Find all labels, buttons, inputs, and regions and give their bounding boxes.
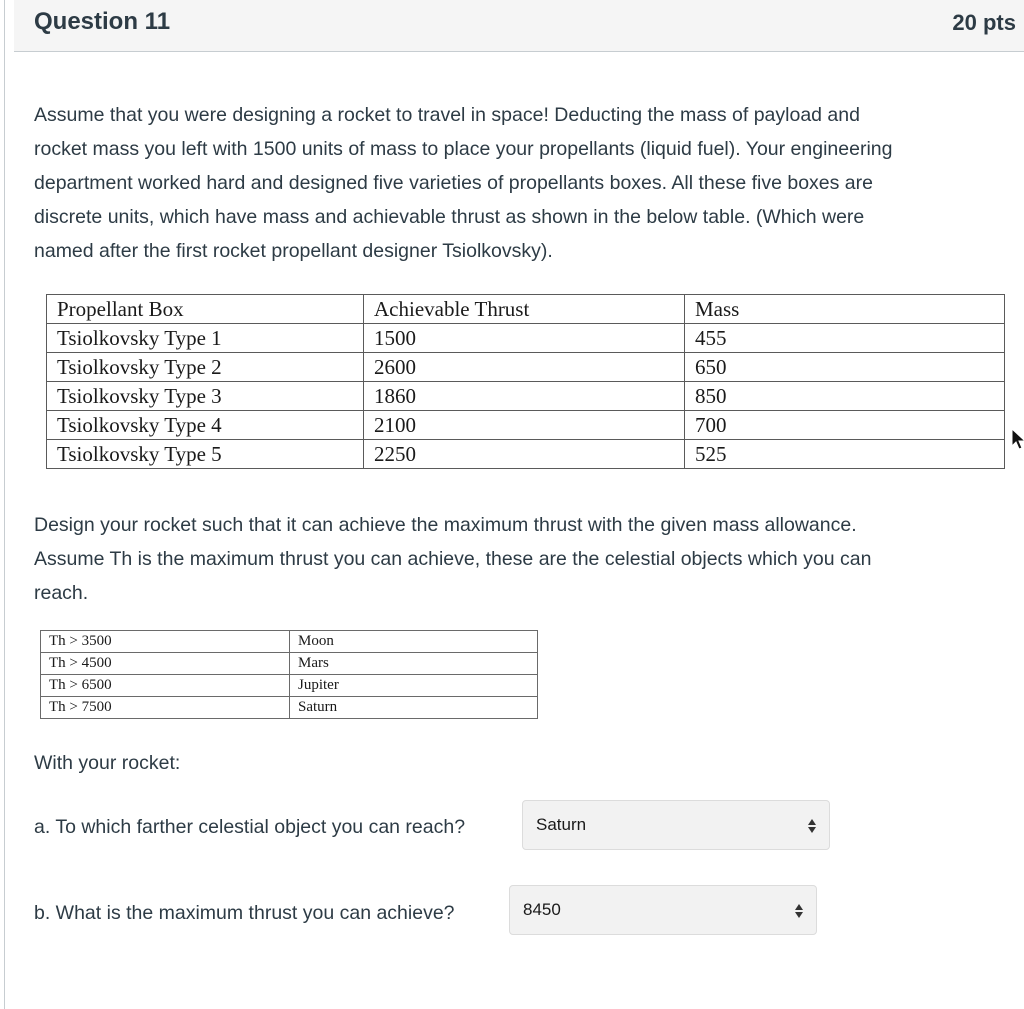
propellant-mass: 700	[685, 411, 1005, 440]
design-line: reach.	[34, 582, 89, 604]
table-row	[41, 631, 538, 653]
design-line: Design your rocket such that it can achieve the maximum thrust with the given mass allowance.	[34, 514, 857, 536]
question-b-label: b. What is the maximum thrust you can achieve?	[34, 902, 455, 924]
answer-a-value: Saturn	[536, 815, 587, 834]
table-row	[47, 353, 1005, 382]
table-row	[41, 697, 538, 719]
celestial-object: Jupiter	[290, 675, 538, 697]
answer-b-value: 8450	[523, 900, 561, 919]
propellant-thrust: 2600	[364, 353, 685, 382]
design-text	[34, 508, 1019, 610]
thrust-threshold: Th > 4500	[41, 653, 290, 675]
propellant-mass: 850	[685, 382, 1005, 411]
design-line: Assume Th is the maximum thrust you can achieve, these are the celestial objects which you can	[34, 548, 872, 570]
propellant-name: Tsiolkovsky Type 3	[47, 382, 364, 411]
celestial-object: Moon	[290, 631, 538, 653]
propellant-thrust: 1500	[364, 324, 685, 353]
propellant-name: Tsiolkovsky Type 1	[47, 324, 364, 353]
propellant-mass: 455	[685, 324, 1005, 353]
intro-line: discrete units, which have mass and achievable thrust as shown in the below table. (Which were	[34, 206, 865, 228]
question-points: 20 pts	[952, 10, 1016, 35]
table-row	[47, 382, 1005, 411]
intro-line: named after the first rocket propellant designer Tsiolkovsky).	[34, 240, 553, 262]
propellant-thrust: 2100	[364, 411, 685, 440]
celestial-targets-table	[40, 630, 538, 719]
up-down-arrows-icon	[807, 815, 817, 837]
propellant-name: Tsiolkovsky Type 4	[47, 411, 364, 440]
propellant-thrust: 2250	[364, 440, 685, 469]
table-row	[41, 675, 538, 697]
mouse-pointer-icon	[1010, 428, 1024, 450]
header-cell: Propellant Box	[47, 295, 364, 324]
header-cell: Mass	[685, 295, 1005, 324]
intro-line: rocket mass you left with 1500 units of mass to place your propellants (liquid fuel). Your engineering	[34, 138, 893, 160]
propellant-mass: 525	[685, 440, 1005, 469]
propellant-thrust: 1860	[364, 382, 685, 411]
propellant-table	[46, 294, 1005, 469]
question-header	[14, 0, 1024, 52]
thrust-threshold: Th > 7500	[41, 697, 290, 719]
propellant-name: Tsiolkovsky Type 2	[47, 353, 364, 382]
table-row	[47, 324, 1005, 353]
thrust-threshold: Th > 3500	[41, 631, 290, 653]
propellant-mass: 650	[685, 353, 1005, 382]
thrust-threshold: Th > 6500	[41, 675, 290, 697]
celestial-object: Mars	[290, 653, 538, 675]
header-cell: Achievable Thrust	[364, 295, 685, 324]
table-header-row	[47, 295, 1005, 324]
question-a-label: a. To which farther celestial object you can reach?	[34, 816, 466, 838]
question-title: Question 11	[34, 8, 171, 35]
table-row	[41, 653, 538, 675]
table-row	[47, 411, 1005, 440]
up-down-arrows-icon	[794, 900, 804, 922]
question-intro	[34, 98, 1019, 268]
intro-line: Assume that you were designing a rocket to travel in space! Deducting the mass of payload and	[34, 104, 860, 126]
table-row	[47, 440, 1005, 469]
propellant-name: Tsiolkovsky Type 5	[47, 440, 364, 469]
intro-line: department worked hard and designed five varieties of propellants boxes. All these five boxes are	[34, 172, 873, 194]
answer-b-select[interactable]	[509, 885, 817, 935]
with-your-rocket-label: With your rocket:	[34, 752, 181, 774]
celestial-object: Saturn	[290, 697, 538, 719]
answer-a-select[interactable]	[522, 800, 830, 850]
